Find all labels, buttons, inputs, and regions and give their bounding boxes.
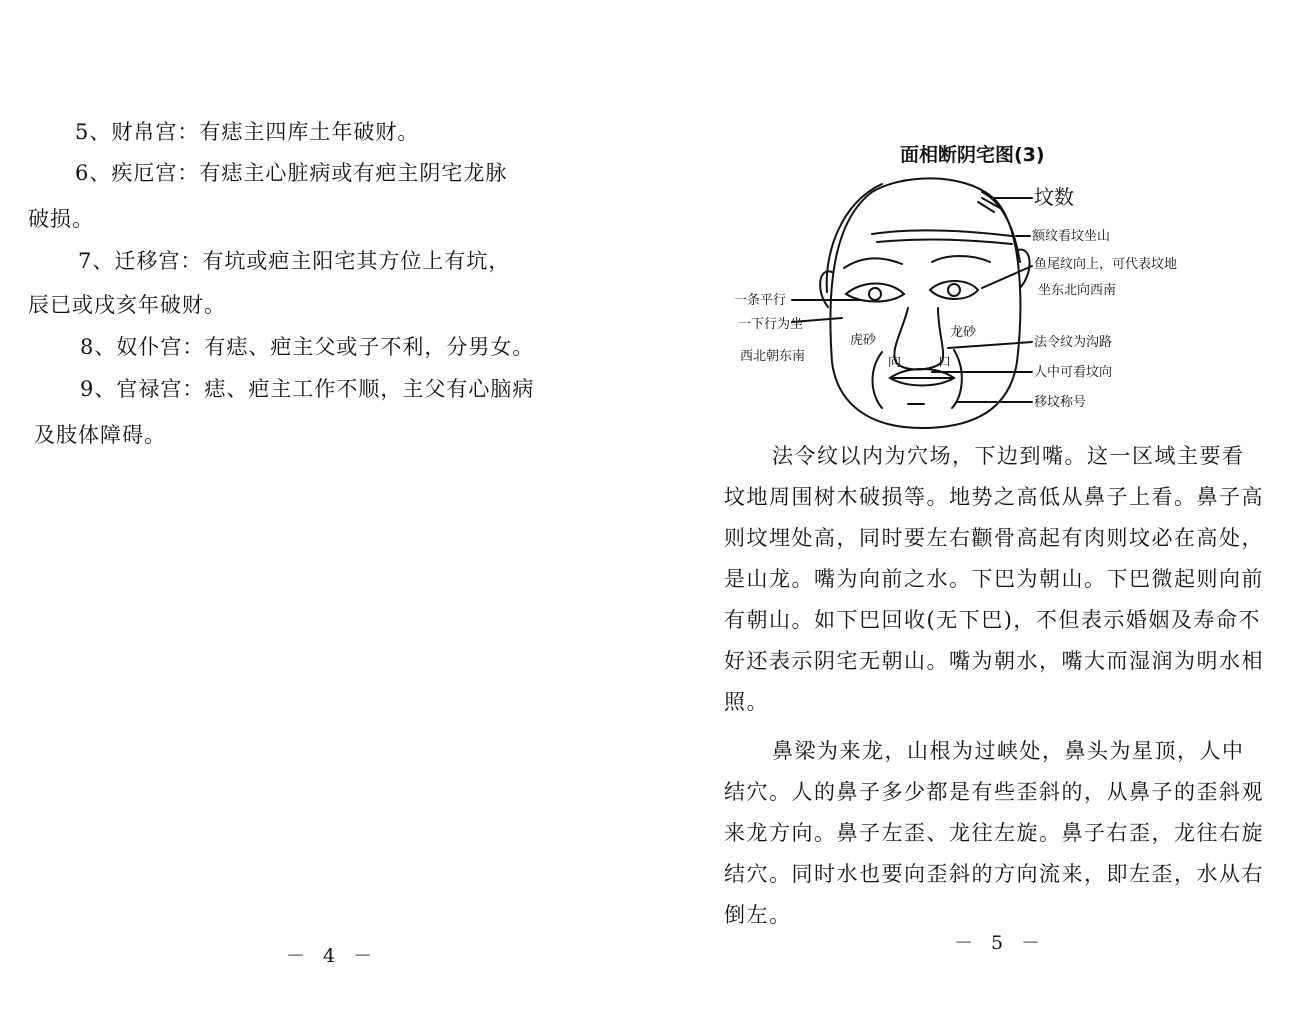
- label-grave-count: 坟数: [1034, 185, 1074, 209]
- label-crowsfeet-direction: 坐东北向西南: [1038, 283, 1117, 298]
- left-paragraph-5-line-2: 及肢体障碍。: [34, 423, 166, 447]
- label-left-3: 西北朝东南: [740, 349, 806, 364]
- label-nasolabial: 法令纹为沟路: [1034, 335, 1113, 350]
- label-move-grave: 移坟称号: [1034, 395, 1087, 410]
- right-paragraph-1: 法令纹以内为穴场，下边到嘴。这一区域主要看坟地周围树木破损等。地势之高低从鼻子上看。鼻子高则坟埋处高，同时要左右颧骨高起有肉则坟必在高处，是山龙。嘴为向前之水。下巴为朝山。下巴微起则向前有朝山。如下巴回收(无下巴)，不但表示婚姻及寿命不好还表示阴宅无朝山。嘴为朝水，嘴大而湿润为明水相照。: [724, 444, 1264, 714]
- page-number-right: － 5 －: [954, 932, 1047, 954]
- face-outline: [830, 178, 1020, 428]
- label-nose-right: 口: [938, 355, 952, 370]
- label-forehead-lines: 额纹看坟坐山: [1032, 229, 1111, 244]
- page-number-left: － 4 －: [286, 945, 379, 967]
- left-paragraph-1: 5、财帛宫：有痣主四库土年破财。: [75, 120, 420, 144]
- left-paragraph-5-line-1: 9、官禄宫：痣、疤主工作不顺，主父有心脑病: [80, 377, 535, 401]
- left-paragraph-3-line-1: 7、迁移宫：有坑或疤主阳宅其方位上有坑，: [78, 249, 511, 273]
- label-dragon-sand: 龙砂: [950, 325, 977, 340]
- right-paragraph-2: 鼻梁为来龙，山根为过峡处，鼻头为星顶，人中结穴。人的鼻子多少都是有些歪斜的，从鼻子的歪斜观来龙方向。鼻子左歪、龙往左旋。鼻子右歪，龙往右旋结穴。同时水也要向歪斜的方向流来，即左歪，水从右倒左。: [724, 739, 1264, 927]
- right-page: [652, 0, 1305, 1018]
- label-tiger-sand: 虎砂: [850, 333, 877, 348]
- right-body-text: [724, 436, 1264, 936]
- label-left-1: 一条平行: [734, 293, 787, 308]
- label-nose-left: 向: [888, 355, 902, 370]
- left-paragraph-2-line-2: 破损。: [28, 207, 94, 231]
- label-philtrum: 人中可看坟向: [1034, 365, 1113, 380]
- face-diagram: [732, 172, 1252, 434]
- label-crowsfeet: 鱼尾纹向上，可代表坟地: [1034, 257, 1178, 272]
- label-left-2: 一下行为坐: [738, 317, 804, 332]
- left-page: [0, 0, 640, 1018]
- left-paragraph-3-line-2: 辰已或戌亥年破财。: [28, 293, 226, 317]
- figure-title: 面相断阴宅图(3): [900, 144, 1045, 166]
- left-paragraph-2-line-1: 6、疾厄宫：有痣主心脏病或有疤主阴宅龙脉: [75, 161, 508, 185]
- left-paragraph-4: 8、奴仆宫：有痣、疤主父或子不利，分男女。: [80, 335, 535, 359]
